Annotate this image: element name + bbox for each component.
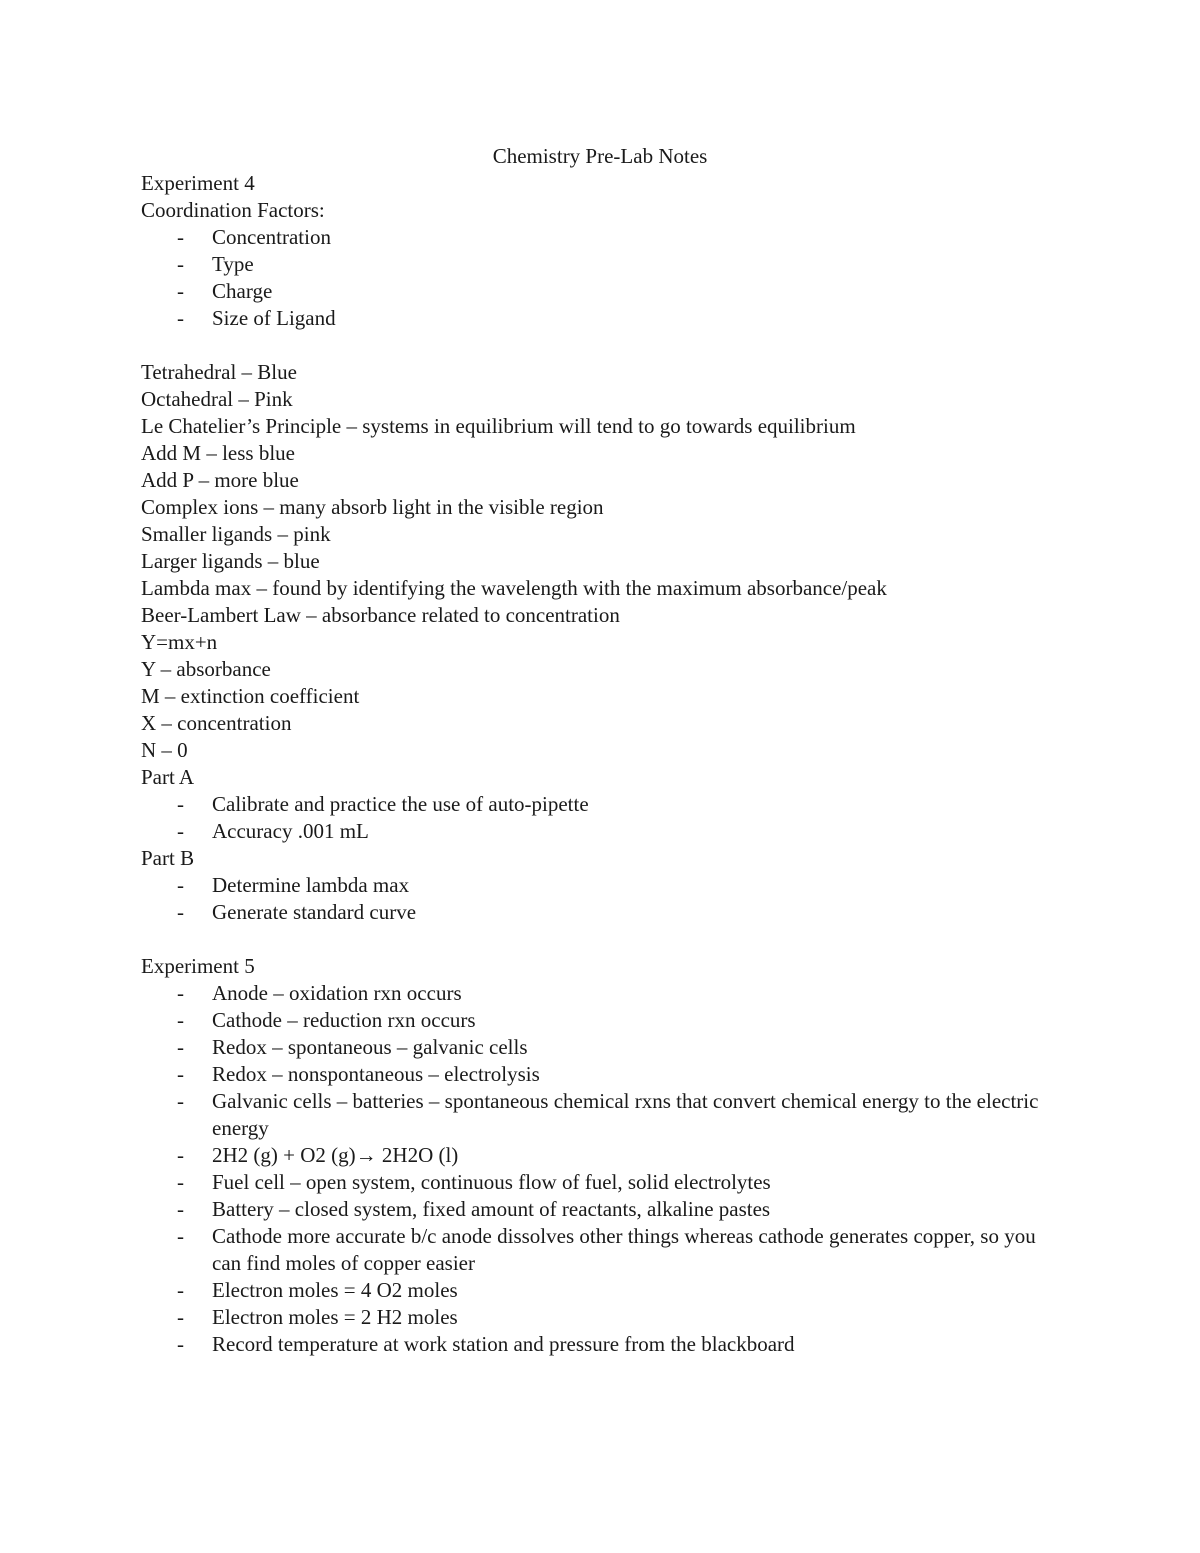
list-item bbox=[141, 224, 1041, 251]
document-title: Chemistry Pre-Lab Notes bbox=[492, 144, 708, 168]
list-item-text: Anode – oxidation rxn occurs bbox=[212, 981, 462, 1005]
bullet-dash: - bbox=[177, 1089, 184, 1113]
note-line: X – concentration bbox=[141, 711, 292, 735]
list-item bbox=[141, 980, 1041, 1007]
blank-line bbox=[141, 332, 1041, 359]
bullet-dash: - bbox=[177, 1170, 184, 1194]
bullet-dash: - bbox=[177, 1197, 184, 1221]
note-line: Add M – less blue bbox=[141, 441, 295, 465]
list-item bbox=[141, 1007, 1041, 1034]
note-line: Y=mx+n bbox=[141, 630, 218, 654]
list-item-text: Battery – closed system, fixed amount of reactants, alkaline pastes bbox=[212, 1197, 771, 1221]
part-a-list bbox=[141, 791, 1041, 845]
list-item-text: Redox – nonspontaneous – electrolysis bbox=[212, 1062, 540, 1086]
list-item bbox=[141, 818, 1041, 845]
list-item bbox=[141, 1088, 1041, 1142]
bullet-dash: - bbox=[177, 306, 184, 330]
bullet-dash: - bbox=[177, 981, 184, 1005]
list-item-text: Size of Ligand bbox=[212, 306, 336, 330]
bullet-dash: - bbox=[177, 1035, 184, 1059]
bullet-dash: - bbox=[177, 1224, 184, 1248]
note-line: M – extinction coefficient bbox=[141, 684, 360, 708]
bullet-dash: - bbox=[177, 225, 184, 249]
note-line: Larger ligands – blue bbox=[141, 549, 320, 573]
bullet-dash: - bbox=[177, 1278, 184, 1302]
list-item bbox=[141, 1142, 1041, 1169]
bullet-dash: - bbox=[177, 1305, 184, 1329]
document-body bbox=[141, 143, 1041, 1358]
list-item bbox=[141, 1331, 1041, 1358]
list-item-text: Electron moles = 2 H2 moles bbox=[212, 1305, 458, 1329]
bullet-dash: - bbox=[177, 1062, 184, 1086]
list-item-text: Determine lambda max bbox=[212, 873, 410, 897]
bullet-dash: - bbox=[177, 900, 184, 924]
list-item-text: Cathode – reduction rxn occurs bbox=[212, 1008, 476, 1032]
list-item bbox=[141, 1034, 1041, 1061]
list-item bbox=[141, 305, 1041, 332]
experiment-5-heading: Experiment 5 bbox=[141, 954, 255, 978]
list-item bbox=[141, 1169, 1041, 1196]
list-item-text: Electron moles = 4 O2 moles bbox=[212, 1278, 458, 1302]
experiment-5-list bbox=[141, 980, 1041, 1358]
list-item bbox=[141, 1061, 1041, 1088]
note-line: Beer-Lambert Law – absorbance related to concentration bbox=[141, 603, 620, 627]
note-line: Smaller ligands – pink bbox=[141, 522, 331, 546]
experiment-4-notes bbox=[141, 359, 1041, 764]
list-item-text: Record temperature at work station and pressure from the blackboard bbox=[212, 1332, 795, 1356]
part-a-label: Part A bbox=[141, 765, 195, 789]
experiment-4-heading: Experiment 4 bbox=[141, 171, 255, 195]
list-item bbox=[141, 278, 1041, 305]
list-item-text: Redox – spontaneous – galvanic cells bbox=[212, 1035, 528, 1059]
list-item bbox=[141, 1223, 1041, 1277]
coordination-factors-label: Coordination Factors: bbox=[141, 198, 325, 222]
list-item-text: 2H2 (g) + O2 (g)→ 2H2O (l) bbox=[212, 1143, 459, 1167]
bullet-dash: - bbox=[177, 1008, 184, 1032]
note-line: Lambda max – found by identifying the wavelength with the maximum absorbance/peak bbox=[141, 576, 887, 600]
list-item bbox=[141, 1277, 1041, 1304]
coordination-factors-list bbox=[141, 224, 1041, 332]
list-item-text: Fuel cell – open system, continuous flow of fuel, solid electrolytes bbox=[212, 1170, 771, 1194]
part-b-list bbox=[141, 872, 1041, 926]
list-item-text: Calibrate and practice the use of auto-pipette bbox=[212, 792, 589, 816]
note-line: N – 0 bbox=[141, 738, 188, 762]
list-item-text: Generate standard curve bbox=[212, 900, 417, 924]
note-line: Le Chatelier’s Principle – systems in equilibrium will tend to go towards equilibrium bbox=[141, 414, 856, 438]
list-item-text: Galvanic cells – batteries – spontaneous chemical rxns that convert chemical energy to the electric energy bbox=[212, 1089, 1039, 1140]
note-line: Octahedral – Pink bbox=[141, 387, 293, 411]
note-line: Complex ions – many absorb light in the visible region bbox=[141, 495, 604, 519]
list-item bbox=[141, 1196, 1041, 1223]
list-item-text: Cathode more accurate b/c anode dissolves other things whereas cathode generates copper, so you can find moles of copper easier bbox=[212, 1224, 1036, 1275]
blank-line bbox=[141, 926, 1041, 953]
note-line: Y – absorbance bbox=[141, 657, 271, 681]
list-item bbox=[141, 251, 1041, 278]
bullet-dash: - bbox=[177, 1143, 184, 1167]
list-item bbox=[141, 899, 1041, 926]
list-item-text: Concentration bbox=[212, 225, 331, 249]
list-item-text: Accuracy .001 mL bbox=[212, 819, 369, 843]
bullet-dash: - bbox=[177, 819, 184, 843]
list-item-text: Type bbox=[212, 252, 254, 276]
bullet-dash: - bbox=[177, 1332, 184, 1356]
list-item-text: Charge bbox=[212, 279, 273, 303]
note-line: Add P – more blue bbox=[141, 468, 299, 492]
part-b-label: Part B bbox=[141, 846, 195, 870]
bullet-dash: - bbox=[177, 279, 184, 303]
bullet-dash: - bbox=[177, 792, 184, 816]
list-item bbox=[141, 1304, 1041, 1331]
note-line: Tetrahedral – Blue bbox=[141, 360, 297, 384]
bullet-dash: - bbox=[177, 873, 184, 897]
list-item bbox=[141, 872, 1041, 899]
list-item bbox=[141, 791, 1041, 818]
bullet-dash: - bbox=[177, 252, 184, 276]
